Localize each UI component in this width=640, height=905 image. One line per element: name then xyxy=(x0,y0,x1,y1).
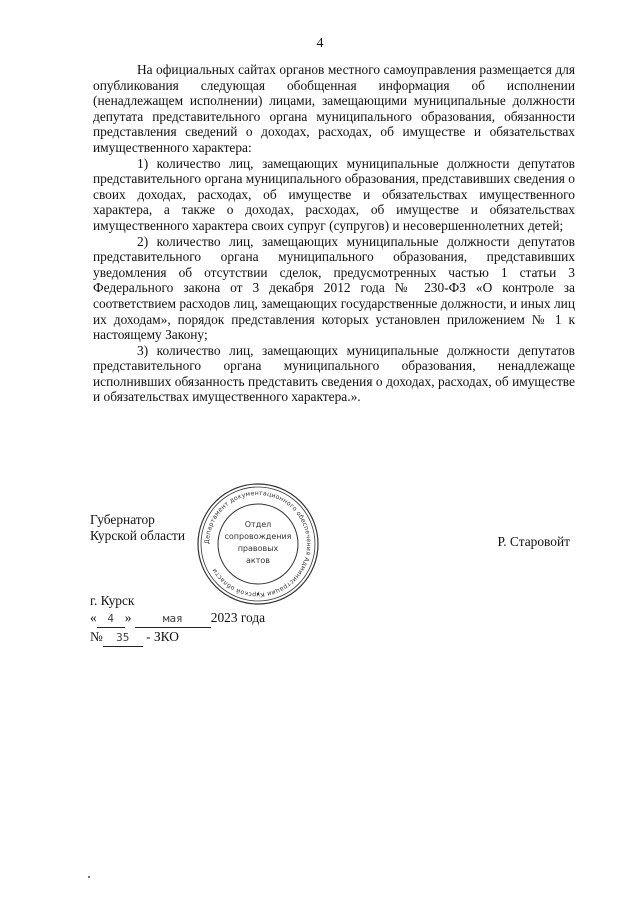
signature-name: Р. Старовойт xyxy=(497,534,570,549)
stamp-center-line1: Отдел xyxy=(244,520,272,529)
signature-title xyxy=(90,512,185,544)
place-date-block xyxy=(90,592,265,647)
date-month: мая xyxy=(135,610,211,628)
city-line: г. Курск xyxy=(90,593,135,608)
margin-mark xyxy=(88,876,90,878)
stamp-center-line4: актов xyxy=(245,556,271,565)
stamp-center-line3: правовых xyxy=(237,544,279,553)
paragraph-item-1: 1) количество лиц, замещающих муниципальные должности депутатов представительного органа муниципального образования, представивших сведения о своих доходах, расходах, об имуществе и обязательствах имущественного характера, а также о доходах, расходах, об имуществе и обязательствах имущественного характера своих супруг (супругов) и несовершеннолетних детей; xyxy=(93,155,575,233)
signature-title-line1: Губернатор xyxy=(90,512,155,527)
date-day: 4 xyxy=(97,610,125,628)
paragraph-intro: На официальных сайтах органов местного самоуправления размещается для опубликования следующая обобщенная информация об исполнении (ненадлежащем исполнении) лицами, замещающими муниципальные должности депутата представительного органа муниципального образования, обязанности представления сведений о доходах, расходах, об имуществе и обязательствах имущественного характера: xyxy=(93,62,575,155)
stamp-center-line2: сопровождения xyxy=(224,532,292,541)
page-number: 4 xyxy=(316,36,324,51)
date-open-quote: « xyxy=(90,610,97,625)
number-suffix: - ЗКО xyxy=(146,629,179,644)
paragraph-item-2: 2) количество лиц, замещающих муниципальные должности депутатов представительного органа муниципального образования, представивших уведомления об отсутствии сделок, предусмотренных частью 1 статьи 3 Федерального закона от 3 декабря 2012 года № 230-ФЗ «О контроле за соответствием расходов лиц, замещающих государственные должности, и иных лиц их доходам», порядок представления которых установлен приложением № 1 к настоящему Закону; xyxy=(93,233,575,343)
date-year: 2023 года xyxy=(210,610,266,625)
paragraph-item-3: 3) количество лиц, замещающих муниципальные должности депутатов представительного органа муниципального образования, ненадлежаще исполнивших обязанность представить сведения о доходах, расходах, об имуществе и обязательствах имущественного характера.». xyxy=(93,342,575,405)
official-stamp xyxy=(195,481,321,607)
document-body xyxy=(93,62,575,405)
signature-title-line2: Курской области xyxy=(90,528,186,543)
date-close-quote: » xyxy=(124,610,132,625)
number-prefix: № xyxy=(90,629,103,644)
stamp-ring-text: Департамент документационного обеспечения Администрации К рской области xyxy=(203,489,313,599)
stamp-seal-icon xyxy=(195,481,321,607)
number-value: 35 xyxy=(103,629,143,647)
date-line xyxy=(90,609,265,628)
number-line xyxy=(90,628,265,647)
